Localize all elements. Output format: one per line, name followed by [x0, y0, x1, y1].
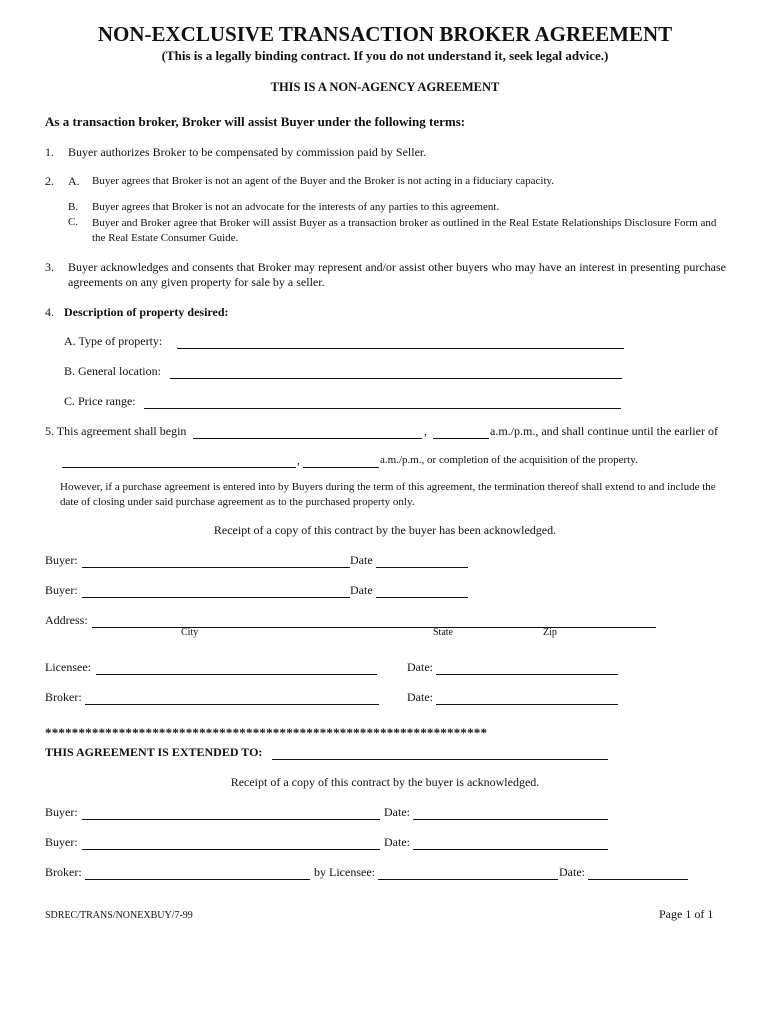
item-2b-letter: B. — [68, 201, 79, 213]
broker-label: Broker: — [45, 690, 82, 704]
receipt-acknowledgement: Receipt of a copy of this contract by the buyer has been acknowledged. — [213, 523, 557, 537]
page-number: Page 1 of 1 — [659, 907, 714, 921]
begin-time-field[interactable] — [433, 423, 489, 439]
item-3-text: Buyer acknowledges and consents that Broker may represent and/or assist other buyers who may have an interest in presenting purchase agreements on any given property for sale by a seller. — [68, 260, 726, 289]
type-of-property-label: A. Type of property: — [64, 334, 163, 348]
end-time-field[interactable] — [303, 452, 379, 468]
type-of-property-field[interactable] — [177, 333, 624, 349]
item-2c-text: Buyer and Broker agree that Broker will assist Buyer as a transaction broker as outlined in the Real Estate Relationships Disclosure Form and the Real Estate Consumer Guide. — [92, 217, 717, 244]
ext-buyer-2-date-field[interactable] — [413, 834, 608, 850]
buyer-1-date-field[interactable] — [376, 552, 468, 568]
extension-date-field[interactable] — [272, 744, 608, 760]
item-5-text: 5. This agreement shall begin — [45, 424, 187, 438]
item-4-number: 4. — [45, 305, 54, 319]
broker-date-field[interactable] — [436, 689, 618, 705]
item-2b-text: Buyer agrees that Broker is not an advocate for the interests of any parties to this agreement. — [92, 201, 500, 213]
document-title: NON-EXCLUSIVE TRANSACTION BROKER AGREEMENT — [97, 22, 673, 46]
buyer-1-signature-field[interactable] — [82, 552, 350, 568]
item-2c-letter: C. — [68, 216, 79, 228]
buyer-1-date-label: Date — [350, 553, 373, 567]
ext-date-label: Date: — [559, 865, 585, 879]
comma-2: , — [297, 453, 300, 467]
ext-buyer-1-signature-field[interactable] — [82, 804, 380, 820]
broker-signature-field[interactable] — [85, 689, 379, 705]
licensee-label: Licensee: — [45, 660, 91, 674]
item-1-text: Buyer authorizes Broker to be compensated by commission paid by Seller. — [68, 145, 427, 159]
state-caption: State — [433, 627, 453, 638]
intro-heading: As a transaction broker, Broker will assist Buyer under the following terms: — [45, 114, 466, 129]
begin-ampm-text: a.m./p.m., and shall continue until the earlier of — [490, 424, 718, 438]
zip-caption: Zip — [543, 627, 557, 638]
address-label: Address: — [45, 613, 88, 627]
buyer-2-signature-field[interactable] — [82, 582, 350, 598]
ext-by-licensee-label: by Licensee: — [314, 865, 375, 879]
buyer-2-date-field[interactable] — [376, 582, 468, 598]
ext-buyer-1-date-label: Date: — [384, 805, 410, 819]
item-2a-text: Buyer agrees that Broker is not an agent of the Buyer and the Broker is not acting in a fiduciary capacity. — [92, 175, 555, 187]
form-id: SDREC/TRANS/NONEXBUY/7-99 — [45, 910, 193, 921]
buyer-2-date-label: Date — [350, 583, 373, 597]
star-divider: ****************************************************************** — [45, 725, 488, 740]
licensee-signature-field[interactable] — [96, 659, 377, 675]
price-range-label: C. Price range: — [64, 394, 136, 408]
comma: , — [424, 424, 427, 438]
ext-broker-label: Broker: — [45, 865, 82, 879]
end-ampm-text: a.m./p.m., or completion of the acquisition of the property. — [380, 454, 638, 466]
item-3-number: 3. — [45, 260, 54, 274]
licensee-date-label: Date: — [407, 660, 433, 674]
general-location-label: B. General location: — [64, 364, 161, 378]
ext-buyer-2-label: Buyer: — [45, 835, 78, 849]
receipt-acknowledgement-2: Receipt of a copy of this contract by the buyer is acknowledged. — [230, 775, 540, 789]
buyer-2-label: Buyer: — [45, 583, 78, 597]
broker-date-label: Date: — [407, 690, 433, 704]
ext-broker-signature-field[interactable] — [85, 864, 310, 880]
ext-buyer-2-date-label: Date: — [384, 835, 410, 849]
however-paragraph: However, if a purchase agreement is entered into by Buyers during the term of this agreement, the termination thereof shall extend to and include the date of closing under said purchase agreement as to the purchased property only. — [60, 481, 716, 508]
city-caption: City — [181, 627, 199, 638]
address-field[interactable] — [92, 612, 656, 628]
ext-date-field[interactable] — [588, 864, 688, 880]
ext-buyer-2-signature-field[interactable] — [82, 834, 380, 850]
begin-date-field[interactable] — [193, 423, 422, 439]
document-subtitle: (This is a legally binding contract. If you do not understand it, seek legal advice.) — [161, 48, 609, 63]
item-1-number: 1. — [45, 145, 54, 159]
end-date-field[interactable] — [62, 452, 296, 468]
general-location-field[interactable] — [170, 363, 622, 379]
ext-buyer-1-label: Buyer: — [45, 805, 78, 819]
non-agency-heading: THIS IS A NON-AGENCY AGREEMENT — [270, 80, 500, 94]
ext-licensee-signature-field[interactable] — [378, 864, 558, 880]
item-2-number: 2. — [45, 174, 54, 188]
buyer-1-label: Buyer: — [45, 553, 78, 567]
price-range-field[interactable] — [144, 393, 621, 409]
item-4-heading: Description of property desired: — [64, 305, 229, 319]
ext-buyer-1-date-field[interactable] — [413, 804, 608, 820]
licensee-date-field[interactable] — [436, 659, 618, 675]
item-2a-letter: A. — [68, 174, 80, 188]
extension-heading: THIS AGREEMENT IS EXTENDED TO: — [45, 745, 263, 759]
